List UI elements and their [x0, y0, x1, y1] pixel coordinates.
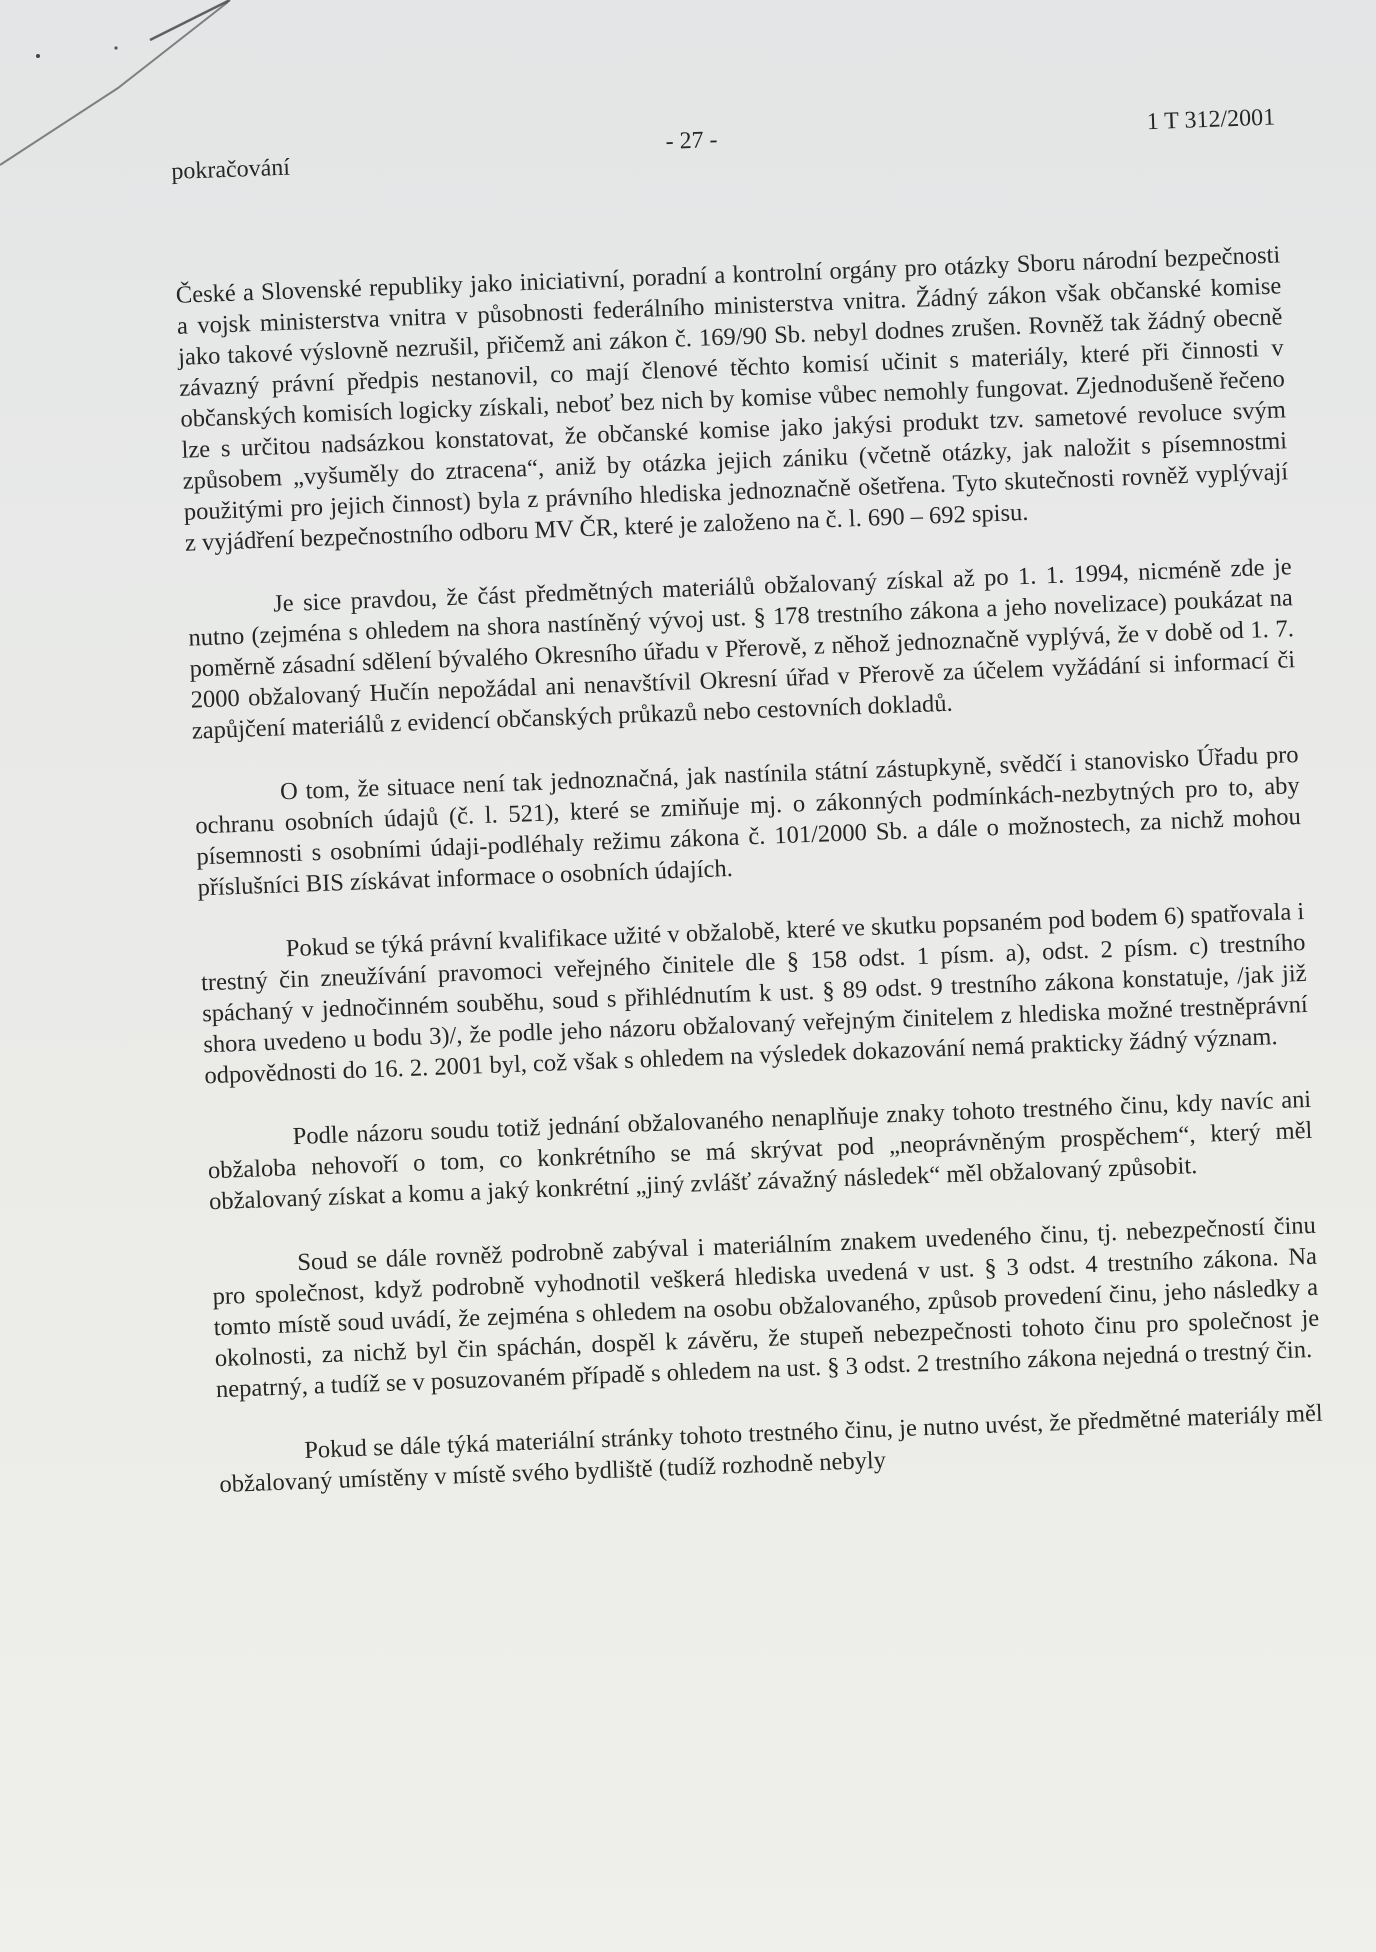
body-text: [175, 239, 1324, 1500]
paragraph: O tom, že situace není tak jednoznačná, jak nastínila státní zástupkyně, svědčí i stanovisko Úřadu pro ochranu osobních údajů (č. l. 521), které se zmiňuje mj. o zákonných podmínkách-nezbytných pro to, aby písemnosti s osobními údaji-podléhaly režimu zákona č. 101/2000 Sb. a dále o možnostech, za nichž mohou příslušníci BIS získávat informace o osobních údajích.: [194, 741, 1302, 902]
page-number: - 27 -: [665, 126, 719, 155]
page-content: [170, 95, 1326, 1534]
paragraph: Pokud se dále týká materiální stránky tohoto trestného činu, je nutno uvést, že předmětné materiály měl obžalovaný umístěny v místě svého bydliště (tudíž rozhodně nebyly: [218, 1399, 1324, 1499]
paragraph: Je sice pravdou, že část předmětných materiálů obžalovaný získal až po 1. 1. 1994, nicméně zde je nutno (zejména s ohledem na shora nastíněný vývoj ust. § 178 trestního zákona a jeho novelizace) poukázat na poměrně zásadní sdělení bývalého Okresního úřadu v Přerově, z něhož jednoznačně vyplývá, že v době od 1. 7. 2000 obžalovaný Hučín nepožádal ani nenavštívil Okresní úřad v Přerově za účelem vyžádání si informací či zapůjčení materiálů z evidencí občanských průkazů nebo cestovních dokladů.: [187, 553, 1296, 745]
continuation-label: pokračování: [170, 154, 291, 185]
paragraph: Podle názoru soudu totiž jednání obžalovaného nenaplňuje znaky tohoto trestného činu, kdy navíc ani obžaloba nehovoří o tom, co konkrétního se má skrývat pod „neoprávněným prospěchem“, který měl obžalovaný získat a komu a jaký konkrétní „jiný zvlášť závažný následek“ měl obžalovaný způsobit.: [207, 1085, 1313, 1216]
file-number: 1 T 312/2001: [1146, 104, 1276, 136]
paragraph: Pokud se týká právní kvalifikace užité v obžalobě, které ve skutku popsaném pod bodem 6) spatřovala i trestný čin zneužívání pravomoci veřejného činitele dle § 158 odst. 1 písm. a), odst. 2 písm. c) trestního spáchaný v jednočinném souběhu, soud s přihlédnutím k ust. § 89 odst. 9 trestního zákona konstatuje, /jak již shora uvedeno u bodu 3)/, že podle jeho názoru obžalovaný veřejným činitelem z hlediska možné trestněprávní odpovědnosti do 16. 2. 2001 byl, což však s ohledem na výsledek dokazování nemá prakticky žádný význam.: [200, 897, 1309, 1090]
page-header: [170, 95, 1276, 195]
paragraph: České a Slovenské republiky jako iniciativní, poradní a kontrolní orgány pro otázky Sboru národní bezpečnosti a vojsk ministerstva vnitra v působnosti federálního ministerstva vnitra. Žádný zákon však občanské komise jako takové výslovně nezrušil, přičemž ani zákon č. 169/90 Sb. nebyl dodnes zrušen. Rovněž tak žádný obecně závazný právní předpis nestanovil, co mají členové těchto komisí učinit s materiály, které při činnosti v občanských komisích logicky získali, neboť bez nich by komise vůbec nemohly fungovat. Zjednodušeně řečeno lze s určitou nadsázkou konstatovat, že občanské komise jako jakýsi produkt tzv. sametové revoluce svým způsobem „vyšuměly do ztracena“, aniž by otázka jejich zániku (včetně otázky, jak naložit s písemnostmi použitými pro jejich činnost) byla z právního hlediska jednoznačně ošetřena. Tyto skutečnosti rovněž vyplývají z vyjádření bezpečnostního odboru MV ČR, které je založeno na č. l. 690 – 692 spisu.: [175, 241, 1289, 557]
paragraph: Soud se dále rovněž podrobně zabýval i materiálním znakem uvedeného činu, tj. nebezpečností činu pro společnost, když podrobně vyhodnotil veškerá hlediska uvedená v ust. § 3 odst. 4 trestního zákona. Na tomto místě soud uvádí, že zejména s ohledem na osobu obžalovaného, způsob provedení činu, jeho následky a okolnosti, za nichž byl čin spáchán, dospěl k závěru, že stupeň nebezpečnosti tohoto činu pro společnost je nepatrný, a tudíž se v posuzovaném případě s ohledem na ust. § 3 odst. 2 trestního zákona nejedná o trestný čin.: [212, 1211, 1320, 1404]
